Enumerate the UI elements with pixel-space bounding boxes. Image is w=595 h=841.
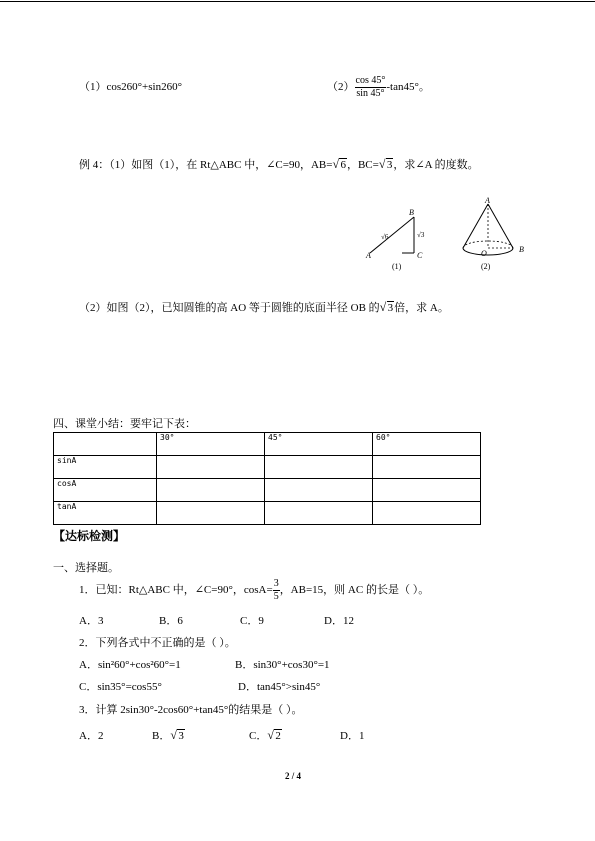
problem-q2: [327, 75, 430, 100]
problem-q1: （1）cos260°+sin260°: [79, 81, 183, 93]
sqrt-3-b: [380, 301, 395, 315]
table-row: [54, 502, 481, 525]
table-cell: [373, 479, 481, 502]
example4-line1: [79, 158, 479, 172]
label-b: B: [409, 208, 414, 217]
side-ab: [370, 217, 414, 253]
radicand: 6: [340, 159, 346, 171]
header-cell-60: 60°: [373, 433, 481, 456]
problem-q2-suffix: -tan45°。: [386, 81, 430, 94]
table-row: [54, 456, 481, 479]
top-rule: [0, 1, 595, 2]
table-cell: [157, 479, 265, 502]
label-bc-length: √3: [417, 231, 425, 239]
label-ab-length: √6: [381, 233, 389, 241]
test-q2: 2．下列各式中不正确的是（ ）。: [79, 637, 236, 649]
test-q3-option-a: A．2: [79, 730, 104, 742]
sqrt-2-option: [267, 729, 282, 743]
cone-label-a: A: [485, 196, 490, 205]
problem-q2-prefix: （2）: [327, 81, 355, 94]
header-cell-empty: [54, 433, 157, 456]
radicand: 3: [386, 159, 393, 171]
cone-label-b: B: [519, 245, 524, 254]
test-q1-option-b: B．6: [159, 615, 183, 627]
radicand: 3: [178, 730, 184, 742]
cone-label-o: O: [481, 249, 487, 258]
sqrt-3-option: [170, 729, 185, 743]
radicand: 3: [387, 302, 394, 314]
header-cell-45: 45°: [265, 433, 373, 456]
table-header-row: [54, 433, 481, 456]
table-cell: [157, 502, 265, 525]
cone-base-front: [463, 248, 513, 255]
fraction-numerator: cos 45°: [355, 75, 386, 86]
test-q1-fraction: [273, 578, 280, 603]
option-c-prefix: C．: [249, 730, 268, 742]
row-label-sin: sinA: [54, 456, 157, 479]
example4-text-a: 例 4：（1）如图（1），在 Rt△ABC 中，∠C=90，AB=: [79, 159, 333, 171]
example4-text-b: ，BC=: [346, 159, 379, 171]
fraction-numerator: 3: [273, 578, 279, 589]
table-row: [54, 479, 481, 502]
test-q1-option-d: D．12: [324, 615, 354, 627]
fraction-denominator: sin 45°: [356, 88, 385, 99]
caption-2: (2): [481, 262, 491, 271]
test-q2-option-d: D．tan45°>sin45°: [238, 681, 321, 693]
section-choice: 一、选择题。: [53, 562, 119, 574]
radicand: 2: [275, 730, 281, 742]
test-q1: [79, 578, 429, 603]
summary-table: [53, 432, 481, 525]
caption-1: (1): [392, 262, 402, 271]
table-cell: [265, 479, 373, 502]
summary-heading: 四、课堂小结：要牢记下表：: [53, 418, 196, 430]
test-q1-option-c: C．9: [240, 615, 264, 627]
figure-1-triangle: [362, 205, 442, 273]
cone-right-side: [488, 204, 513, 248]
row-label-tan: tanA: [54, 502, 157, 525]
label-bc-radicand: 3: [420, 231, 425, 239]
table-cell: [157, 456, 265, 479]
table-cell: [265, 456, 373, 479]
table-cell: [373, 502, 481, 525]
sqrt-3: [379, 158, 394, 172]
test-q3-option-c: [249, 729, 282, 743]
label-c: C: [417, 251, 423, 260]
problem-q2-fraction: [355, 75, 387, 100]
test-q1-option-a: A．3: [79, 615, 104, 627]
label-a: A: [366, 251, 371, 260]
header-cell-30: 30°: [157, 433, 265, 456]
page-number: 2 / 4: [285, 771, 302, 781]
example4-line2: [79, 301, 449, 315]
test-q2-option-a: A．sin²60°+cos²60°=1: [79, 659, 181, 671]
test-q3-option-b: [152, 729, 185, 743]
test-q1-text-b: ，AB=15，则 AC 的长是（ ）。: [279, 584, 430, 597]
fraction-denominator: 5: [273, 591, 279, 602]
test-q1-text-a: 1．已知：Rt△ABC 中，∠C=90°，cosA=: [79, 584, 273, 597]
example4-line2-text-a: （2）如图（2），已知圆锥的高 AO 等于圆锥的底面半径 OB 的: [79, 302, 380, 314]
table-cell: [373, 456, 481, 479]
test-heading: 【达标检测】: [53, 529, 126, 543]
sqrt-6: [332, 158, 347, 172]
test-q3: 3．计算 2sin30°-2cos60°+tan45°的结果是（ ）。: [79, 704, 303, 716]
test-q2-option-b: B．sin30°+cos30°=1: [235, 659, 330, 671]
row-label-cos: cosA: [54, 479, 157, 502]
test-q3-option-d: D．1: [340, 730, 365, 742]
example4-line2-text-b: 倍，求 A。: [394, 302, 449, 314]
test-q2-option-c: C．sin35°=cos55°: [79, 681, 162, 693]
option-b-prefix: B．: [152, 730, 171, 742]
example4-text-c: ，求∠A 的度数。: [393, 159, 479, 171]
label-ab-radicand: 6: [384, 233, 389, 241]
figure-2-cone: [455, 196, 535, 274]
table-cell: [265, 502, 373, 525]
cone-left-side: [463, 204, 488, 248]
